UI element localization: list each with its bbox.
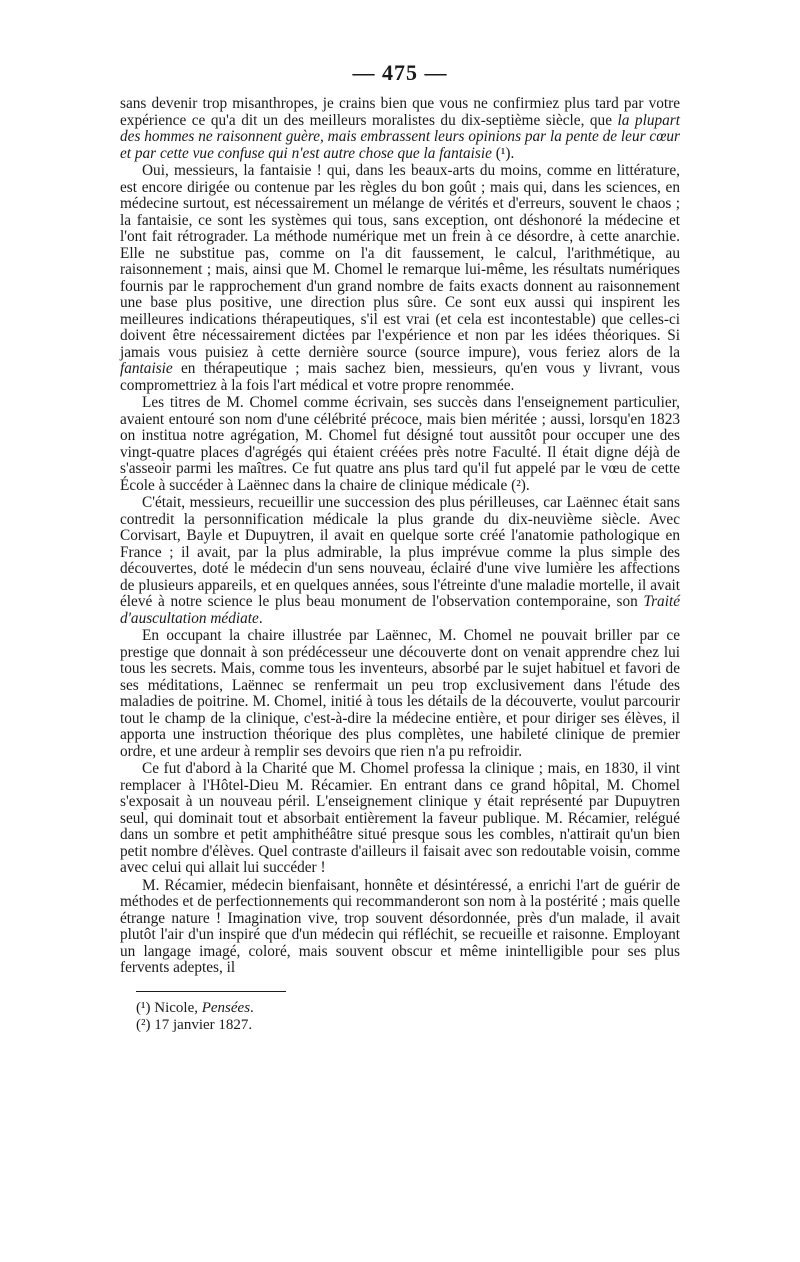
- paragraph-text: En occupant la chaire illustrée par Laënnec, M. Chomel ne pouvait briller par ce prestige que donnait à son prédécesseur une découverte dont on venait apprendre chez lui tous les secrets. Mais, comme tous les inventeurs, absorbé par le sujet habituel et favori de ses méditations, Laënnec se renfermait un peu trop exclusivement dans l'étude des maladies de poitrine. M. Chomel, initié à tous les détails de la découverte, voulut parcourir tout le champ de la clinique, c'est-à-dire la médecine entière, et pour diriger ses élèves, il apporta une instruction théorique des plus complètes, une habileté clinique de premier ordre, et une ardeur à remplir ses devoirs que rien n'a pu refroidir.: [120, 627, 680, 760]
- paragraph: [120, 878, 680, 977]
- italic-text: Traité d'auscultation médiate: [120, 593, 680, 627]
- paragraph: [120, 628, 680, 760]
- footnote-text: 17 janvier 1827.: [150, 1016, 253, 1033]
- paragraph-text: en thérapeutique ; mais sachez bien, messieurs, qu'en vous y livrant, vous compromettriez à la fois l'art médical et votre propre renommée.: [120, 360, 680, 394]
- footnote-italic: Pensées: [201, 999, 251, 1016]
- paragraph-text: sans devenir trop misanthropes, je crains bien que vous ne confirmiez plus tard par votre expérience ce qu'a dit un des meilleurs moralistes du dix-septième siècle, que: [120, 95, 680, 129]
- paragraph: [120, 96, 680, 162]
- paragraph-text: (¹).: [491, 144, 515, 162]
- footnote-text: .: [250, 999, 254, 1016]
- body-text: [120, 96, 680, 977]
- footnote-mark: (²): [136, 1016, 151, 1033]
- paragraph: [120, 761, 680, 877]
- italic-text: fantaisie: [120, 360, 173, 377]
- paragraph-text: Oui, messieurs, la fantaisie ! qui, dans les beaux-arts du moins, comme en littérature, est encore dirigée ou contenue par les règles du bon goût ; mais qui, dans les sciences, en médecine surtout, est nécessairement un mélange de vérités et d'erreurs, souvent le chaos ; la fantaisie, ce sont les systèmes qui tous, sans exception, ont déshonoré la médecine et l'ont fait rétrograder. La méthode numérique met un frein à ce désordre, à cette anarchie. Elle ne substitue pas, comme on l'a dit faussement, le calcul, l'arithmétique, au raisonnement ; mais, ainsi que M. Chomel le remarque lui-même, les résultats numériques fournis par le rapprochement d'un grand nombre de faits exacts donnent au raisonnement une base plus positive, une direction plus sûre. Ce sont eux aussi qui inspirent les meilleures indications thérapeutiques, s'il est vrai (et cela est incontestable) que celles-ci doivent être nécessairement dictées par l'expérience et non par les idées théoriques. Si jamais vous puisiez à cette dernière source (source impure), vous feriez alors de la: [120, 162, 680, 361]
- footnote-mark: (¹): [136, 999, 151, 1016]
- paragraph: [120, 395, 680, 494]
- paragraph-text: M. Récamier, médecin bienfaisant, honnête et désintéressé, a enrichi l'art de guérir de méthodes et de perfectionnements qui recommanderont son nom à la postérité ; mais quelle étrange nature ! Imagination vive, trop souvent désordonnée, près d'un malade, il avait plutôt l'air d'un inspiré que d'un médecin qui réfléchit, se recueille et raisonne. Employant un langage imagé, coloré, mais souvent obscur et même inintelligible pour ses plus fervents adeptes, il: [120, 876, 680, 976]
- paragraph-text: C'était, messieurs, recueillir une succession des plus périlleuses, car Laënnec était sans contredit la personnification médicale la plus grande du dix-neuvième siècle. Avec Corvisart, Bayle et Dupuytren, il avait en quelque sorte créé l'anatomie pathologique en France ; il avait, par la plus admirable, la plus imprévue comme la plus simple des découvertes, doté le médecin d'un sens nouveau, éclairé d'une vive lumière les affections de plusieurs appareils, et en quelques années, sous l'étreinte d'une maladie mortelle, il avait élevé à notre science le plus beau monument de l'observation contemporaine, son: [120, 494, 680, 610]
- paragraph-text: Ce fut d'abord à la Charité que M. Chomel professa la clinique ; mais, en 1830, il vint remplacer à l'Hôtel-Dieu M. Récamier. En entrant dans ce grand hôpital, M. Chomel s'exposait à un nouveau péril. L'enseignement clinique y était représenté par Dupuytren seul, qui dominait tout et absorbait entièrement la faveur publique. M. Récamier, relégué dans un sombre et petit amphithéâtre situé presque sous les combles, n'attirait qu'un bien petit nombre d'élèves. Quel contraste d'ailleurs il faisait avec son redoutable voisin, comme avec celui qui allait lui succéder !: [120, 760, 680, 876]
- paragraph: [120, 495, 680, 627]
- page-number: — 475 —: [352, 60, 448, 85]
- italic-text: la plupart des hommes ne raisonnent guère, mais embrassent leurs opinions par la pente de leur cœur et par cette vue confuse qui n'est autre chose que la fantaisie: [120, 111, 680, 162]
- footnote: [136, 1000, 680, 1017]
- book-page: [120, 60, 680, 1034]
- paragraph-text: .: [258, 609, 263, 627]
- paragraph-text: Les titres de M. Chomel comme écrivain, ses succès dans l'enseignement particulier, avaient entouré son nom d'une célébrité précoce, mais bien méritée ; aussi, lorsqu'en 1823 on institua notre agrégation, M. Chomel fut désigné tout aussitôt pour occuper une des vingt-quatre places d'agrégés qui étaient créées près notre Faculté. Il était digne déjà de s'asseoir parmi les maîtres. Ce fut quatre ans plus tard qu'il fut appelé par le vœu de cette École à succéder à Laënnec dans la chaire de clinique médicale (²).: [120, 394, 680, 494]
- footnotes: [120, 1000, 680, 1034]
- footnote-text: Nicole,: [150, 999, 202, 1016]
- footnote: [136, 1017, 680, 1034]
- footnote-divider: [136, 991, 286, 992]
- paragraph: [120, 163, 680, 394]
